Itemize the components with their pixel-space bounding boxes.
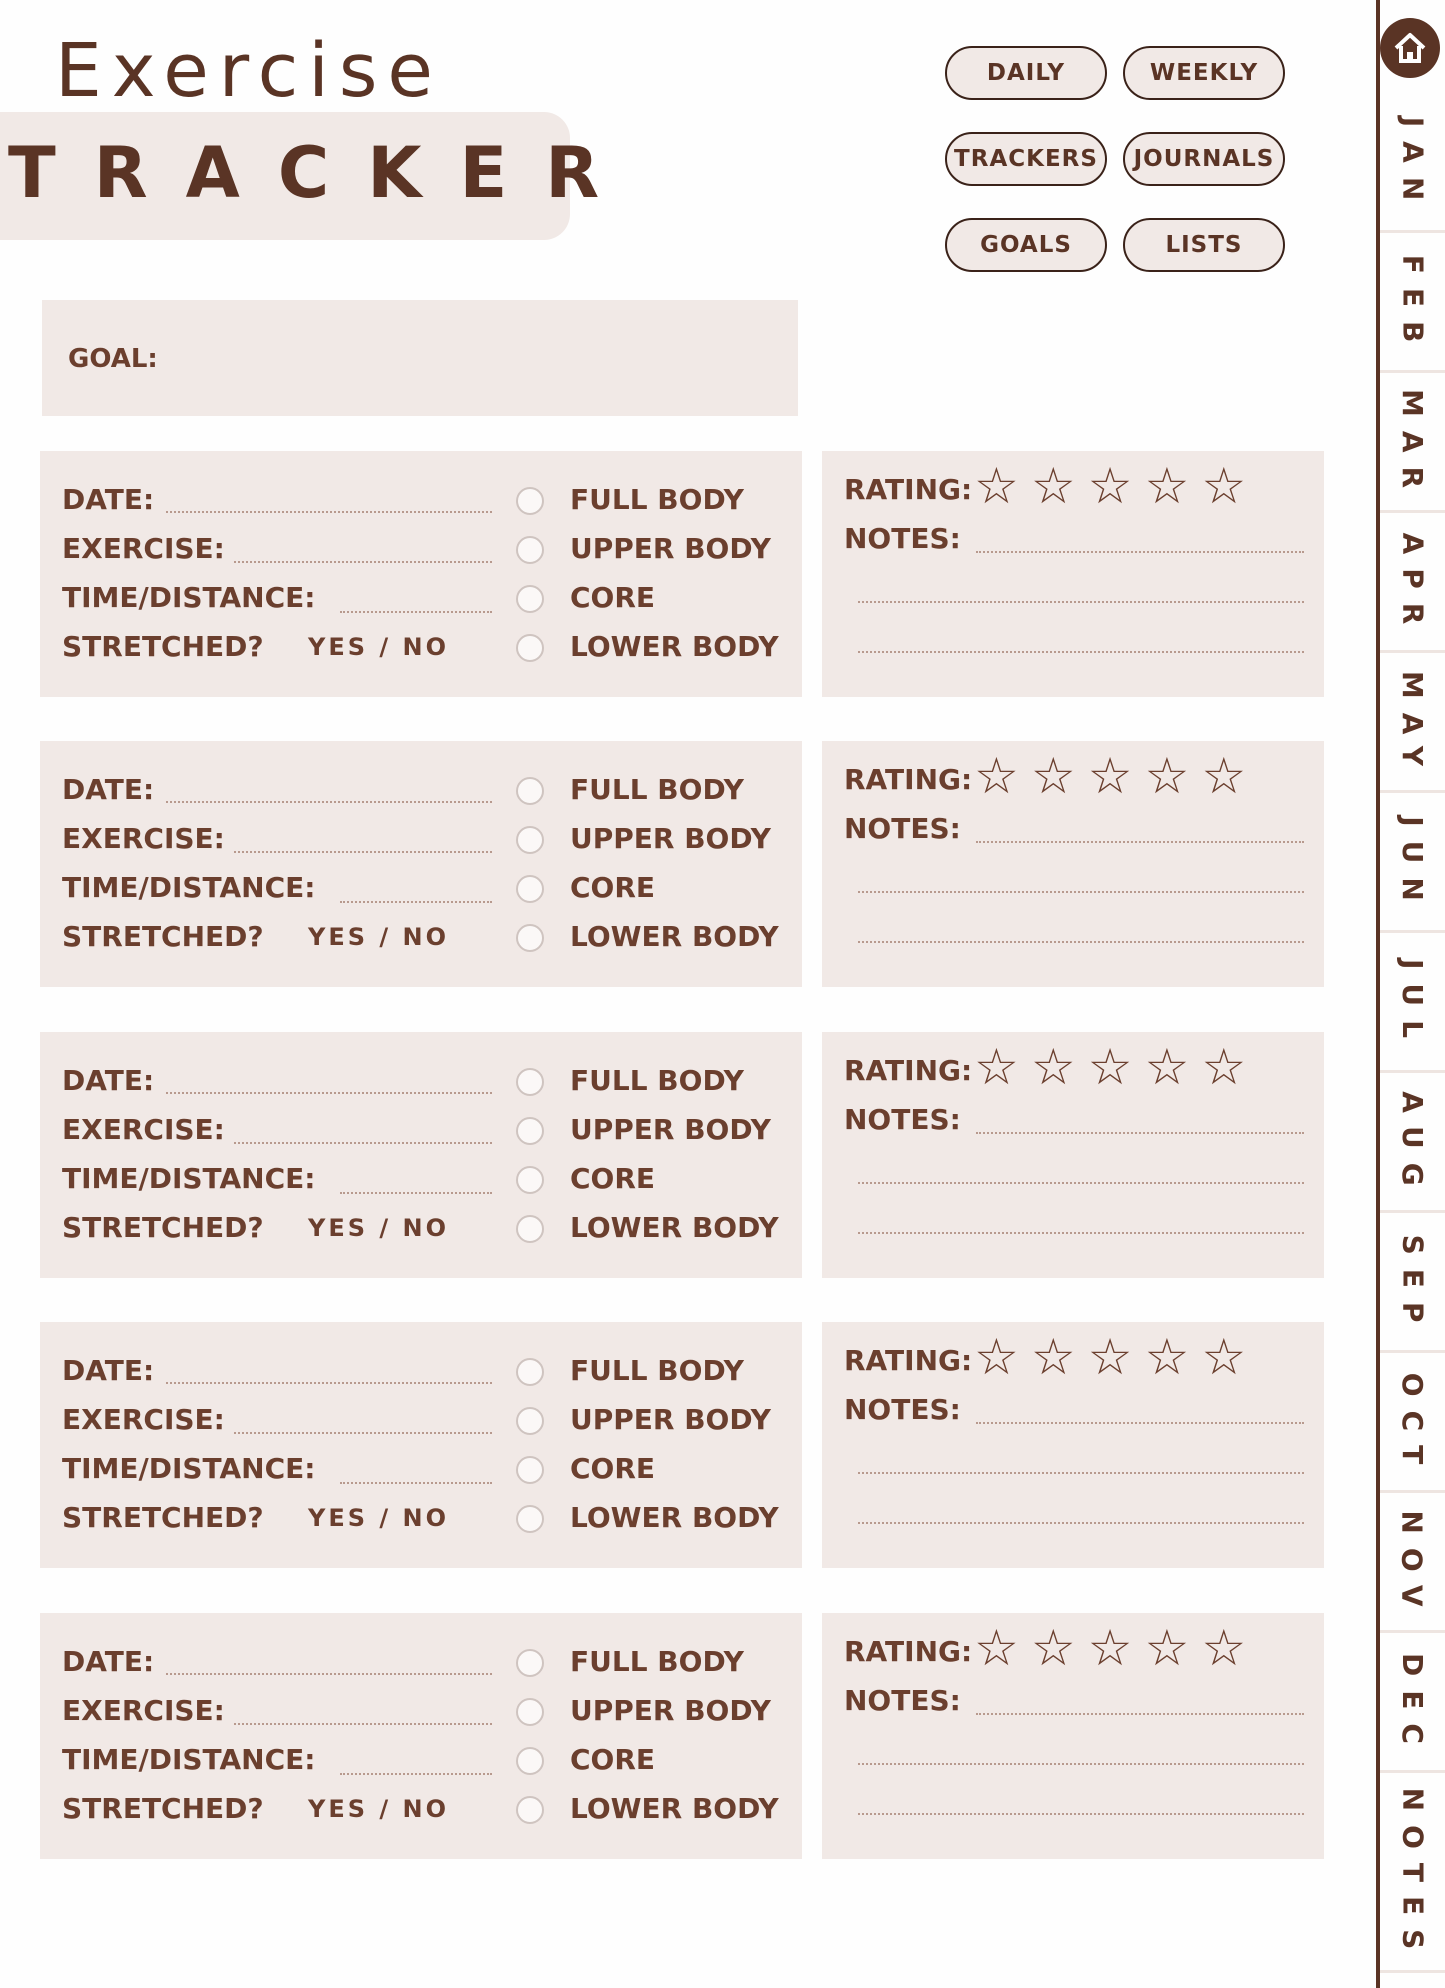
rating-label: RATING: bbox=[844, 1054, 973, 1087]
notes-line[interactable] bbox=[858, 1472, 1304, 1474]
exercise-field[interactable] bbox=[234, 1723, 492, 1725]
tab-label: MAY bbox=[1396, 670, 1430, 780]
tab-apr[interactable] bbox=[1380, 520, 1445, 653]
option-label: UPPER BODY bbox=[570, 1403, 771, 1436]
rating-label: RATING: bbox=[844, 473, 973, 506]
star-outline-icon[interactable]: ☆ bbox=[974, 1038, 1019, 1096]
notes-line[interactable] bbox=[976, 1713, 1304, 1715]
date-field[interactable] bbox=[166, 801, 492, 803]
radio-circle-icon[interactable] bbox=[516, 1117, 544, 1145]
notes-line[interactable] bbox=[976, 841, 1304, 843]
notes-line[interactable] bbox=[976, 1132, 1304, 1134]
exercise-label: EXERCISE: bbox=[62, 1113, 225, 1146]
date-label: DATE: bbox=[62, 1064, 155, 1097]
tab-jul[interactable] bbox=[1380, 940, 1445, 1073]
notes-line[interactable] bbox=[976, 1422, 1304, 1424]
rating-stars[interactable] bbox=[974, 747, 1247, 805]
star-outline-icon[interactable]: ☆ bbox=[1144, 1328, 1190, 1386]
date-field[interactable] bbox=[166, 511, 492, 513]
entry-1-details-panel bbox=[40, 451, 802, 697]
star-outline-icon[interactable]: ☆ bbox=[1030, 457, 1076, 515]
star-outline-icon[interactable]: ☆ bbox=[974, 1328, 1019, 1386]
star-outline-icon[interactable]: ☆ bbox=[1030, 1619, 1076, 1677]
star-outline-icon[interactable]: ☆ bbox=[1030, 1328, 1076, 1386]
tab-may[interactable] bbox=[1380, 660, 1445, 793]
radio-circle-icon[interactable] bbox=[516, 1068, 544, 1096]
tab-mar[interactable] bbox=[1380, 380, 1445, 513]
date-label: DATE: bbox=[62, 483, 155, 516]
nav-journals-button[interactable]: JOURNALS bbox=[1123, 132, 1285, 186]
goal-label: GOAL: bbox=[68, 344, 158, 374]
tab-label: DEC bbox=[1396, 1652, 1430, 1758]
star-outline-icon[interactable]: ☆ bbox=[1201, 1619, 1247, 1677]
option-label: LOWER BODY bbox=[570, 1211, 779, 1244]
tab-nov[interactable] bbox=[1380, 1500, 1445, 1633]
time-distance-field[interactable] bbox=[340, 1192, 492, 1194]
nav-daily-button[interactable]: DAILY bbox=[945, 46, 1107, 100]
exercise-label: EXERCISE: bbox=[62, 822, 225, 855]
tab-label: AUG bbox=[1396, 1090, 1429, 1200]
radio-circle-icon[interactable] bbox=[516, 487, 544, 515]
rating-stars[interactable] bbox=[974, 1328, 1247, 1386]
tab-notes[interactable] bbox=[1380, 1780, 1445, 1973]
entry-2-rating-panel bbox=[822, 741, 1324, 987]
star-outline-icon[interactable]: ☆ bbox=[974, 747, 1019, 805]
time-distance-label: TIME/DISTANCE: bbox=[62, 871, 316, 904]
option-label: CORE bbox=[570, 1452, 656, 1485]
notes-label: NOTES: bbox=[844, 522, 961, 555]
yes-no-toggle[interactable]: YES / NO bbox=[308, 923, 450, 951]
tab-label: APR bbox=[1396, 532, 1430, 638]
time-distance-field[interactable] bbox=[340, 611, 492, 613]
option-label: LOWER BODY bbox=[570, 1501, 779, 1534]
radio-circle-icon[interactable] bbox=[516, 1358, 544, 1386]
option-label: LOWER BODY bbox=[570, 630, 779, 663]
date-label: DATE: bbox=[62, 773, 155, 806]
star-outline-icon[interactable]: ☆ bbox=[1087, 747, 1133, 805]
star-outline-icon[interactable]: ☆ bbox=[974, 457, 1019, 515]
tab-label: NOTES bbox=[1396, 1787, 1430, 1963]
rating-stars[interactable] bbox=[974, 1038, 1247, 1096]
rating-label: RATING: bbox=[844, 763, 973, 796]
notes-line[interactable] bbox=[858, 941, 1304, 943]
tab-label: JUL bbox=[1396, 958, 1429, 1052]
notes-label: NOTES: bbox=[844, 1684, 961, 1717]
notes-label: NOTES: bbox=[844, 1393, 961, 1426]
radio-circle-icon[interactable] bbox=[516, 826, 544, 854]
tab-dec[interactable] bbox=[1380, 1640, 1445, 1773]
title-tracker: TRACKER bbox=[8, 132, 638, 214]
star-outline-icon[interactable]: ☆ bbox=[1144, 747, 1190, 805]
radio-circle-icon[interactable] bbox=[516, 1649, 544, 1677]
entry-4-details-panel bbox=[40, 1322, 802, 1568]
exercise-field[interactable] bbox=[234, 561, 492, 563]
nav-weekly-button[interactable]: WEEKLY bbox=[1123, 46, 1285, 100]
yes-no-toggle[interactable]: YES / NO bbox=[308, 1795, 450, 1823]
stretched-label: STRETCHED? bbox=[62, 1792, 264, 1825]
option-label: CORE bbox=[570, 1162, 656, 1195]
option-label: FULL BODY bbox=[570, 483, 744, 516]
time-distance-label: TIME/DISTANCE: bbox=[62, 1452, 316, 1485]
notes-line[interactable] bbox=[858, 651, 1304, 653]
goal-box[interactable] bbox=[42, 300, 798, 416]
option-label: UPPER BODY bbox=[570, 1113, 771, 1146]
option-label: UPPER BODY bbox=[570, 822, 771, 855]
radio-circle-icon[interactable] bbox=[516, 1796, 544, 1824]
entry-2-details-panel bbox=[40, 741, 802, 987]
yes-no-toggle[interactable]: YES / NO bbox=[308, 1504, 450, 1532]
exercise-field[interactable] bbox=[234, 851, 492, 853]
tab-oct[interactable] bbox=[1380, 1360, 1445, 1493]
option-label: FULL BODY bbox=[570, 773, 744, 806]
notes-line[interactable] bbox=[858, 1522, 1304, 1524]
radio-circle-icon[interactable] bbox=[516, 585, 544, 613]
radio-circle-icon[interactable] bbox=[516, 1166, 544, 1194]
entry-4-rating-panel bbox=[822, 1322, 1324, 1568]
radio-circle-icon[interactable] bbox=[516, 1215, 544, 1243]
option-label: CORE bbox=[570, 1743, 656, 1776]
date-label: DATE: bbox=[62, 1645, 155, 1678]
tab-sep[interactable] bbox=[1380, 1220, 1445, 1353]
nav-lists-button[interactable]: LISTS bbox=[1123, 218, 1285, 272]
star-outline-icon[interactable]: ☆ bbox=[1201, 1328, 1247, 1386]
notes-line[interactable] bbox=[858, 1763, 1304, 1765]
exercise-field[interactable] bbox=[234, 1432, 492, 1434]
star-outline-icon[interactable]: ☆ bbox=[1201, 1038, 1247, 1096]
yes-no-toggle[interactable]: YES / NO bbox=[308, 1214, 450, 1242]
option-label: CORE bbox=[570, 581, 656, 614]
radio-circle-icon[interactable] bbox=[516, 777, 544, 805]
stretched-label: STRETCHED? bbox=[62, 630, 264, 663]
tab-label: MAR bbox=[1396, 388, 1429, 502]
tab-feb[interactable] bbox=[1380, 240, 1445, 373]
star-outline-icon[interactable]: ☆ bbox=[1030, 1038, 1076, 1096]
radio-circle-icon[interactable] bbox=[516, 1747, 544, 1775]
star-outline-icon[interactable]: ☆ bbox=[1201, 457, 1247, 515]
star-outline-icon[interactable]: ☆ bbox=[1087, 1619, 1133, 1677]
tab-label: JAN bbox=[1396, 116, 1429, 214]
nav-trackers-button[interactable]: TRACKERS bbox=[945, 132, 1107, 186]
tab-aug[interactable] bbox=[1380, 1080, 1445, 1213]
entry-3-rating-panel bbox=[822, 1032, 1324, 1278]
notes-line[interactable] bbox=[858, 1182, 1304, 1184]
tab-label: OCT bbox=[1396, 1372, 1430, 1478]
stretched-label: STRETCHED? bbox=[62, 1211, 264, 1244]
option-label: FULL BODY bbox=[570, 1354, 744, 1387]
time-distance-field[interactable] bbox=[340, 901, 492, 903]
radio-circle-icon[interactable] bbox=[516, 1407, 544, 1435]
time-distance-label: TIME/DISTANCE: bbox=[62, 581, 316, 614]
notes-label: NOTES: bbox=[844, 1103, 961, 1136]
time-distance-field[interactable] bbox=[340, 1482, 492, 1484]
notes-label: NOTES: bbox=[844, 812, 961, 845]
yes-no-toggle[interactable]: YES / NO bbox=[308, 633, 450, 661]
tab-jun[interactable] bbox=[1380, 800, 1445, 933]
radio-circle-icon[interactable] bbox=[516, 536, 544, 564]
option-label: UPPER BODY bbox=[570, 532, 771, 565]
exercise-field[interactable] bbox=[234, 1142, 492, 1144]
tab-label: NOV bbox=[1396, 1509, 1429, 1621]
tab-jan[interactable] bbox=[1380, 100, 1445, 233]
notes-line[interactable] bbox=[976, 551, 1304, 553]
date-field[interactable] bbox=[166, 1092, 492, 1094]
notes-line[interactable] bbox=[858, 1813, 1304, 1815]
entry-3-details-panel bbox=[40, 1032, 802, 1278]
option-label: FULL BODY bbox=[570, 1064, 744, 1097]
exercise-label: EXERCISE: bbox=[62, 532, 225, 565]
radio-circle-icon[interactable] bbox=[516, 924, 544, 952]
notes-line[interactable] bbox=[858, 1232, 1304, 1234]
star-outline-icon[interactable]: ☆ bbox=[1144, 1619, 1190, 1677]
stretched-label: STRETCHED? bbox=[62, 920, 264, 953]
time-distance-label: TIME/DISTANCE: bbox=[62, 1162, 316, 1195]
option-label: LOWER BODY bbox=[570, 920, 779, 953]
rating-label: RATING: bbox=[844, 1635, 973, 1668]
time-distance-label: TIME/DISTANCE: bbox=[62, 1743, 316, 1776]
rating-stars[interactable] bbox=[974, 1619, 1247, 1677]
stretched-label: STRETCHED? bbox=[62, 1501, 264, 1534]
entry-1-rating-panel bbox=[822, 451, 1324, 697]
nav-goals-button[interactable]: GOALS bbox=[945, 218, 1107, 272]
title-exercise: Exercise bbox=[55, 28, 443, 114]
time-distance-field[interactable] bbox=[340, 1773, 492, 1775]
notes-line[interactable] bbox=[858, 891, 1304, 893]
star-outline-icon[interactable]: ☆ bbox=[1087, 1038, 1133, 1096]
radio-circle-icon[interactable] bbox=[516, 1505, 544, 1533]
radio-circle-icon[interactable] bbox=[516, 875, 544, 903]
exercise-label: EXERCISE: bbox=[62, 1403, 225, 1436]
star-outline-icon[interactable]: ☆ bbox=[1144, 457, 1190, 515]
radio-circle-icon[interactable] bbox=[516, 1456, 544, 1484]
star-outline-icon[interactable]: ☆ bbox=[974, 1619, 1019, 1677]
star-outline-icon[interactable]: ☆ bbox=[1087, 1328, 1133, 1386]
date-field[interactable] bbox=[166, 1382, 492, 1384]
star-outline-icon[interactable]: ☆ bbox=[1144, 1038, 1190, 1096]
star-outline-icon[interactable]: ☆ bbox=[1030, 747, 1076, 805]
date-field[interactable] bbox=[166, 1673, 492, 1675]
option-label: UPPER BODY bbox=[570, 1694, 771, 1727]
tab-label: JUN bbox=[1396, 815, 1429, 915]
option-label: LOWER BODY bbox=[570, 1792, 779, 1825]
notes-line[interactable] bbox=[858, 601, 1304, 603]
entry-5-details-panel bbox=[40, 1613, 802, 1859]
rating-label: RATING: bbox=[844, 1344, 973, 1377]
radio-circle-icon[interactable] bbox=[516, 634, 544, 662]
date-label: DATE: bbox=[62, 1354, 155, 1387]
tab-label: SEP bbox=[1396, 1234, 1430, 1336]
option-label: FULL BODY bbox=[570, 1645, 744, 1678]
radio-circle-icon[interactable] bbox=[516, 1698, 544, 1726]
star-outline-icon[interactable]: ☆ bbox=[1201, 747, 1247, 805]
home-icon[interactable] bbox=[1380, 18, 1440, 78]
rating-stars[interactable] bbox=[974, 457, 1247, 515]
star-outline-icon[interactable]: ☆ bbox=[1087, 457, 1133, 515]
exercise-label: EXERCISE: bbox=[62, 1694, 225, 1727]
tab-label: FEB bbox=[1396, 254, 1430, 356]
entry-5-rating-panel bbox=[822, 1613, 1324, 1859]
option-label: CORE bbox=[570, 871, 656, 904]
